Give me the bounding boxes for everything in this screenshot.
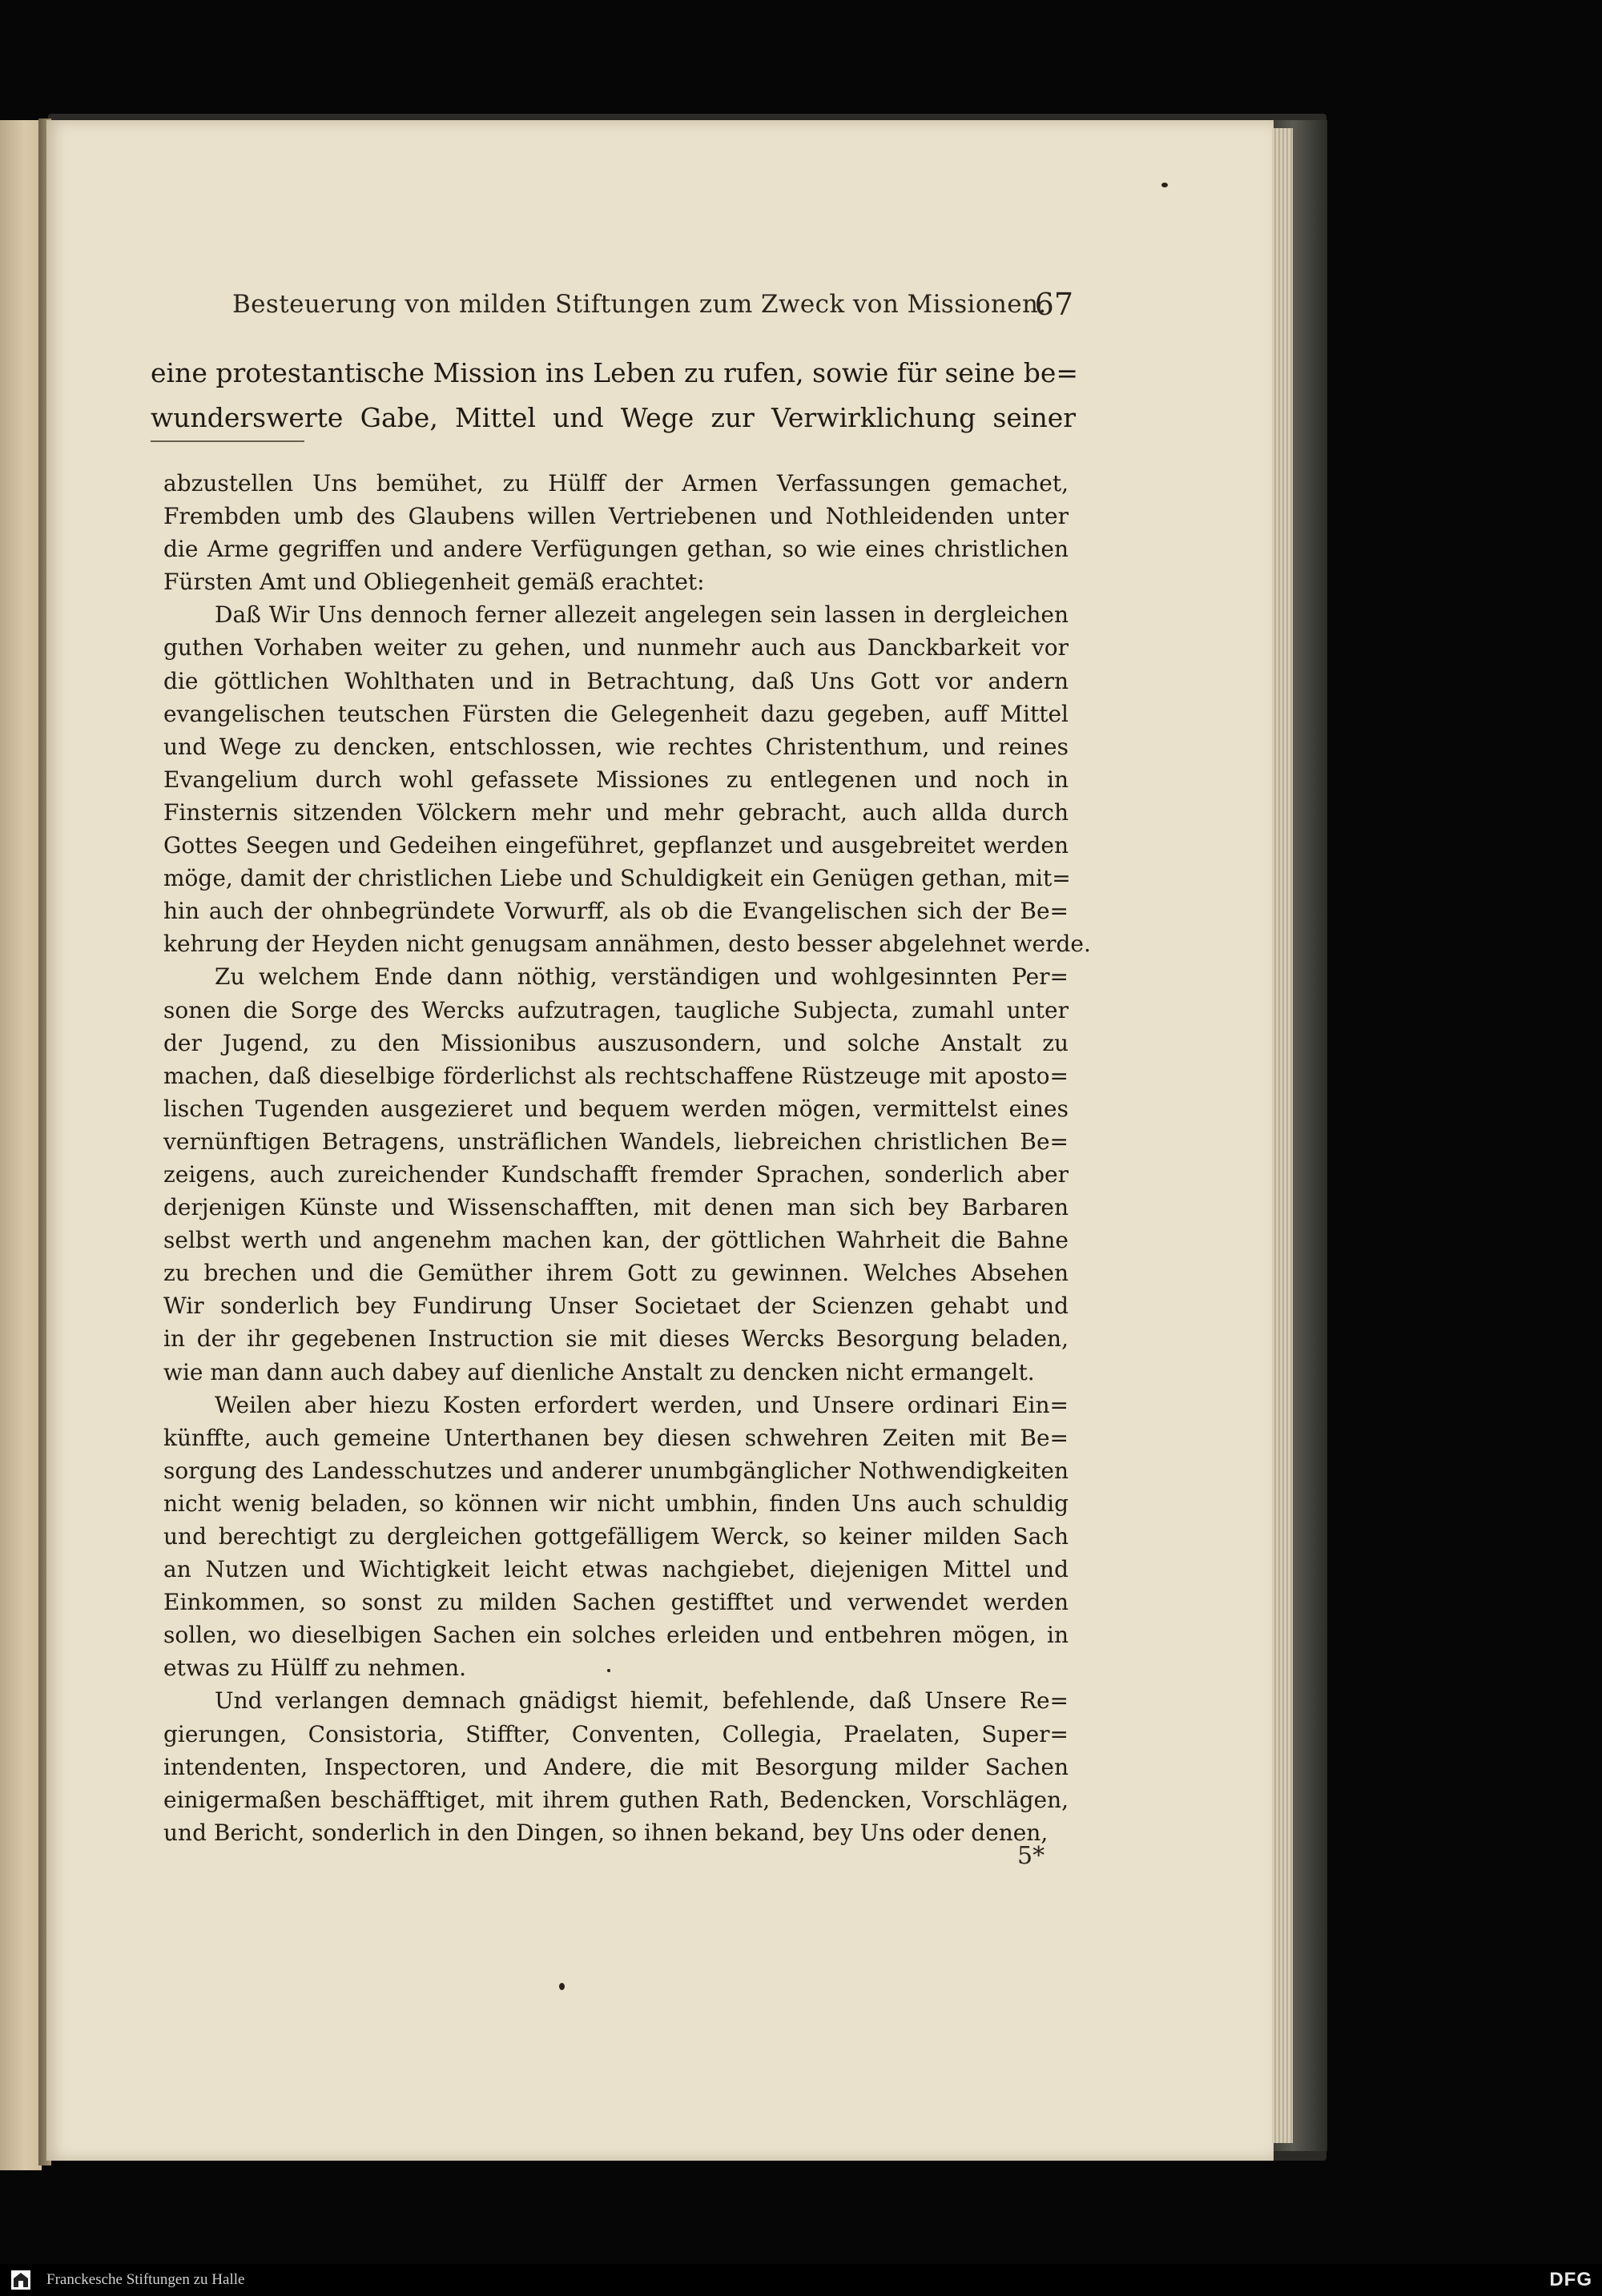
decree-line: selbst werth und angenehm machen kan, der göttlichen Wahrheit die Bahne xyxy=(163,1227,1069,1254)
page-block-edge xyxy=(1272,128,1293,2143)
running-head xyxy=(232,287,1073,328)
decree-line: lischen Tugenden ausgezieret und bequem werden mögen, vermittelst eines xyxy=(163,1095,1069,1122)
body-line: eine protestantische Mission ins Leben zu rufen, sowie für seine be= xyxy=(151,357,1079,388)
decree-line: Gottes Seegen und Gedeihen eingeführet, gepflanzet und ausgebreitet werden xyxy=(163,832,1069,859)
paper-speck xyxy=(559,1983,565,1990)
decree-line: Daß Wir Uns dennoch ferner allezeit angelegen sein lassen in dergleichen xyxy=(215,601,1069,629)
footnote-rule xyxy=(151,440,304,442)
decree-line: Frembden umb des Glaubens willen Vertriebenen und Nothleidenden unter xyxy=(163,503,1069,530)
body-line: wunderswerte Gabe, Mittel und Wege zur Verwirklichung seiner xyxy=(151,402,1076,433)
foundation-logo-icon xyxy=(5,2266,37,2294)
decree-line: die göttlichen Wohlthaten und in Betrachtung, daß Uns Gott vor andern xyxy=(163,667,1069,694)
decree-line: gierungen, Consistoria, Stiffter, Conventen, Collegia, Praelaten, Super= xyxy=(163,1720,1069,1747)
body-text xyxy=(151,351,1079,440)
decree-line: möge, damit der christlichen Liebe und Schuldigkeit ein Genügen gethan, mit= xyxy=(163,865,1071,892)
decree-line: der Jugend, zu den Missionibus auszusondern, und solche Anstalt zu xyxy=(163,1029,1069,1056)
decree-line: evangelischen teutschen Fürsten die Gelegenheit dazu gegeben, auff Mittel xyxy=(163,700,1069,727)
decree-line: kehrung der Heyden nicht genugsam annähmen, desto besser abgelehnet werde. xyxy=(163,931,1091,958)
decree-line: Evangelium durch wohl gefassete Missiones zu entlegenen und noch in xyxy=(163,766,1069,793)
decree-line: Wir sonderlich bey Fundirung Unser Societaet der Scienzen gehabt und xyxy=(163,1293,1069,1320)
decree-line: derjenigen Künste und Wissenschafften, mit denen man sich bey Barbaren xyxy=(163,1194,1069,1221)
decree-line: wie man dann auch dabey auf dienliche Anstalt zu dencken nicht ermangelt. xyxy=(163,1358,1035,1385)
decree-line: an Nutzen und Wichtigkeit leicht etwas nachgiebet, diejenigen Mittel und xyxy=(163,1556,1069,1583)
decree-line: abzustellen Uns bemühet, zu Hülff der Armen Verfassungen gemachet, xyxy=(163,470,1069,497)
decree-line: in der ihr gegebenen Instruction sie mit dieses Wercks Besorgung beladen, xyxy=(163,1325,1069,1353)
decree-line: einigermaßen beschäfftiget, mit ihrem guthen Rath, Bedencken, Vorschlägen, xyxy=(163,1786,1069,1813)
footer-bar xyxy=(0,2264,1602,2296)
decree-line: die Arme gegriffen und andere Verfügungen gethan, so wie eines christlichen xyxy=(163,536,1069,563)
decree-line: Finsternis sitzenden Völckern mehr und mehr gebracht, auch allda durch xyxy=(163,798,1069,826)
decree-line: Weilen aber hiezu Kosten erfordert werden, und Unsere ordinari Ein= xyxy=(215,1391,1069,1418)
decree-line: und Wege zu dencken, entschlossen, wie rechtes Christenthum, und reines xyxy=(163,733,1069,760)
decree-line: machen, daß dieselbige förderlichst als rechtschaffene Rüstzeuge mit aposto= xyxy=(163,1062,1069,1089)
decree-line: Und verlangen demnach gnädigst hiemit, befehlende, daß Unsere Re= xyxy=(215,1687,1069,1715)
decree-line: guthen Vorhaben weiter zu gehen, und nunmehr auch aus Danckbarkeit vor xyxy=(163,634,1069,661)
decree-line: sonen die Sorge des Wercks aufzutragen, taugliche Subjecta, zumahl unter xyxy=(163,996,1069,1023)
decree-line: künffte, auch gemeine Unterthanen bey diesen schwehren Zeiten mit Be= xyxy=(163,1424,1069,1451)
dfg-logo: DFG xyxy=(1549,2269,1592,2290)
decree-line: intendenten, Inspectoren, und Andere, die mit Besorgung milder Sachen xyxy=(163,1753,1069,1780)
decree-line: zu brechen und die Gemüther ihrem Gott zu gewinnen. Welches Absehen xyxy=(163,1260,1069,1287)
decree-line: nicht wenig beladen, so können wir nicht umbhin, finden Uns auch schuldig xyxy=(163,1490,1069,1517)
decree-line: und berechtigt zu dergleichen gottgefälligem Werck, so keiner milden Sach xyxy=(163,1523,1069,1550)
decree-line: hin auch der ohnbegründete Vorwurff, als ob die Evangelischen sich der Be= xyxy=(163,898,1069,925)
decree-line: etwas zu Hülff zu nehmen. xyxy=(163,1655,467,1682)
decree-line: Fürsten Amt und Obliegenheit gemäß erachtet: xyxy=(163,569,705,596)
decree-line: Einkommen, so sonst zu milden Sachen gestifftet und verwendet werden xyxy=(163,1589,1069,1616)
decree-line: zeigens, auch zureichender Kundschafft fremder Sprachen, sonderlich aber xyxy=(163,1160,1069,1188)
decree-line: vernünftigen Betragens, unsträflichen Wandels, liebreichen christlichen Be= xyxy=(163,1128,1069,1155)
signature-mark: 5* xyxy=(1017,1842,1045,1870)
running-head-title: Besteuerung von milden Stiftungen zum Zweck von Missionen. xyxy=(232,290,1047,319)
facing-page-edge xyxy=(0,120,42,2170)
decree-line: sollen, wo dieselbigen Sachen ein solches erleiden und entbehren mögen, in xyxy=(163,1622,1069,1649)
decree-line: und Bericht, sonderlich in den Dingen, so ihnen bekand, bey Uns oder denen, xyxy=(163,1819,1049,1846)
decree-line: Zu welchem Ende dann nöthig, verständigen und wohlgesinnten Per= xyxy=(215,963,1069,991)
page-number: 67 xyxy=(1034,287,1073,322)
decree-line: sorgung des Landesschutzes und anderer unumbgänglicher Nothwendigkeiten xyxy=(163,1457,1069,1484)
footer-credit: Franckesche Stiftungen zu Halle xyxy=(46,2271,245,2288)
paper-speck xyxy=(1161,183,1168,187)
quoted-decree xyxy=(163,467,1091,1849)
